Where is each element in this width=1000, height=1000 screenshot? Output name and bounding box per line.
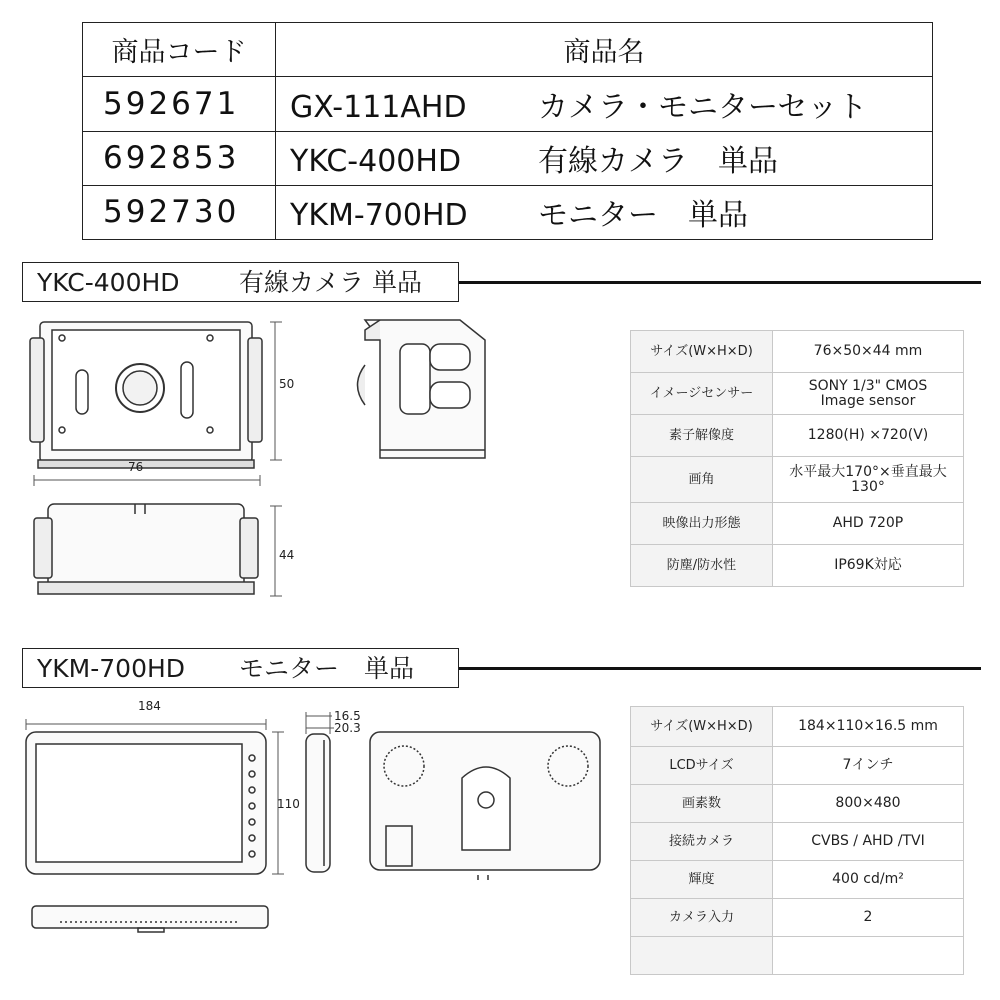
spec-value: 76×50×44 mm [773, 331, 964, 373]
monitor-model: YKM-700HD [37, 654, 186, 683]
camera-height-dim: 50 [279, 377, 295, 391]
product-name [276, 131, 933, 185]
product-name [276, 77, 933, 131]
spec-label: 素子解像度 [631, 415, 773, 457]
spec-value-line2: 130° [851, 478, 885, 495]
spec-row [631, 503, 964, 545]
spec-label: イメージセンサー [631, 373, 773, 415]
spec-row [631, 457, 964, 503]
product-model: YKM-700HD [290, 198, 468, 234]
spec-value: CVBS / AHD /TVI [773, 823, 964, 861]
spec-value: 400 cd/m² [773, 861, 964, 899]
spec-value: 7インチ [773, 747, 964, 785]
spec-label: 画素数 [631, 785, 773, 823]
monitor-depth1-dim: 16.5 [334, 709, 361, 723]
product-table-header [83, 23, 933, 77]
spec-value [773, 373, 964, 415]
spec-label: カメラ入力 [631, 899, 773, 937]
product-model: YKC-400HD [290, 144, 462, 180]
spec-row [631, 861, 964, 899]
camera-section-rule [459, 281, 981, 284]
spec-value-line2: Image sensor [820, 392, 916, 409]
spec-row [631, 707, 964, 747]
monitor-side-view [306, 734, 330, 872]
monitor-spec-table [630, 706, 964, 975]
camera-title: 有線カメラ 単品 [239, 268, 422, 297]
spec-label: 接続カメラ [631, 823, 773, 861]
product-desc: 有線カメラ 単品 [538, 144, 778, 180]
camera-section-header [22, 262, 459, 302]
spec-label: 輝度 [631, 861, 773, 899]
spec-value: 800×480 [773, 785, 964, 823]
spec-value [773, 937, 964, 975]
product-code: 592730 [83, 185, 276, 239]
product-name [276, 185, 933, 239]
spec-row [631, 785, 964, 823]
spec-value: AHD 720P [773, 503, 964, 545]
table-row [83, 185, 933, 239]
camera-width-dim: 76 [128, 460, 144, 474]
monitor-bottom-view [32, 906, 268, 932]
spec-label: サイズ(W×H×D) [631, 331, 773, 373]
product-desc: カメラ・モニターセット [538, 89, 868, 125]
product-code: 592671 [83, 77, 276, 131]
camera-front-view [30, 322, 262, 468]
monitor-front-view [26, 732, 266, 874]
spec-row [631, 545, 964, 587]
camera-side-view [358, 320, 486, 458]
spec-row [631, 373, 964, 415]
header-code: 商品コード [83, 23, 276, 77]
spec-value-line1: 水平最大170°×垂直最大 [789, 463, 947, 480]
spec-label: 防塵/防水性 [631, 545, 773, 587]
monitor-depth2-dim: 20.3 [334, 721, 361, 735]
spec-label: 画角 [631, 457, 773, 503]
spec-row [631, 747, 964, 785]
monitor-drawings [20, 700, 620, 945]
spec-row [631, 331, 964, 373]
spec-label: 映像出力形態 [631, 503, 773, 545]
spec-value: 184×110×16.5 mm [773, 707, 964, 747]
camera-model: YKC-400HD [37, 268, 180, 297]
spec-value: IP69K対応 [773, 545, 964, 587]
camera-drawings [20, 310, 630, 630]
monitor-height-dim: 110 [277, 797, 300, 811]
spec-value-line1: SONY 1/3" CMOS [808, 377, 928, 394]
spec-label: サイズ(W×H×D) [631, 707, 773, 747]
product-model: GX-111AHD [290, 89, 467, 125]
spec-value: 2 [773, 899, 964, 937]
product-table [82, 22, 933, 240]
camera-depth-dim: 44 [279, 548, 295, 562]
camera-bottom-view [34, 504, 258, 594]
product-desc: モニター 単品 [538, 198, 748, 234]
spec-row [631, 823, 964, 861]
monitor-title: モニター 単品 [239, 654, 415, 683]
monitor-back-view [370, 732, 600, 880]
monitor-section-rule [459, 667, 981, 670]
camera-spec-table [630, 330, 964, 587]
table-row [83, 77, 933, 131]
product-code: 692853 [83, 131, 276, 185]
table-row [83, 131, 933, 185]
spec-label: LCDサイズ [631, 747, 773, 785]
spec-row [631, 937, 964, 975]
spec-value [773, 457, 964, 503]
spec-row [631, 415, 964, 457]
header-name: 商品名 [276, 23, 933, 77]
monitor-width-dim: 184 [138, 699, 161, 713]
spec-row [631, 899, 964, 937]
spec-value: 1280(H) ×720(V) [773, 415, 964, 457]
monitor-section-header [22, 648, 459, 688]
spec-label [631, 937, 773, 975]
